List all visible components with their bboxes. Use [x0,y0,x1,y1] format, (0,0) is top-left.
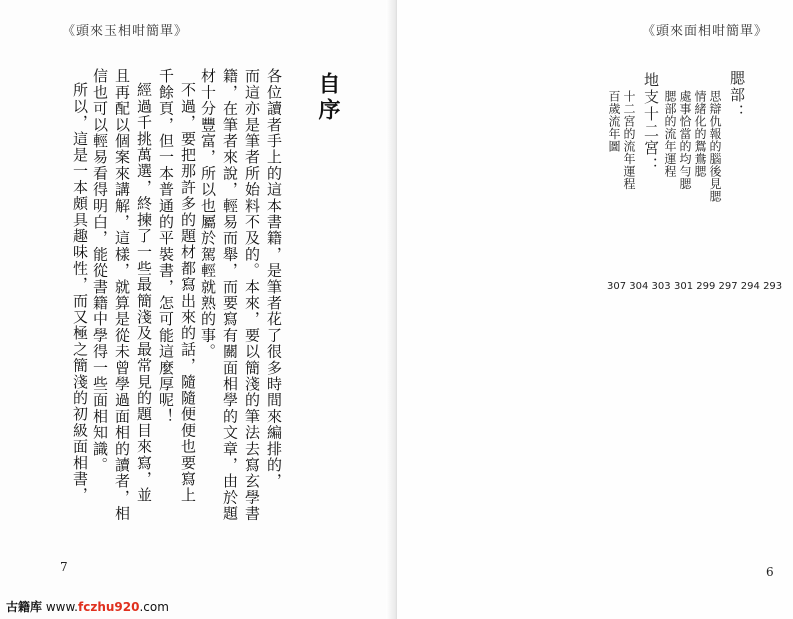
toc-heading-cheek: 腮部： [728,70,746,121]
preface-line-3: 籍，在筆者來說，輕易而舉，而要寫有關面相學的文章，由於題 [221,68,239,522]
site-watermark [6,598,169,615]
toc-page-numbers-branches: 307 304 303 [607,281,671,292]
toc-item-branches-1: 十二宮的流年運程 [622,90,636,190]
right-page [397,0,793,619]
watermark-url-prefix: www. [45,600,78,614]
preface-title: 自序 [315,72,340,124]
preface-line-4: 材十分豐富，所以也屬於駕輕就熟的事。 [199,68,217,360]
preface-line-5: 不過，要把那許多的題材都寫出來的話，隨隨便便也要寫上 [179,82,197,504]
watermark-url-accent: fczhu920 [78,600,140,614]
preface-line-9: 信也可以輕易看得明白，能從書籍中學得一些面相知識。 [91,68,109,473]
watermark-brand: 古籍库 [6,600,43,614]
preface-line-2: 而這亦是筆者所始料不及的。本來，要以簡淺的筆法去寫玄學書 [243,68,261,522]
left-page-number: 7 [60,560,68,574]
right-page-header: 《頭來面相咁簡單》 [642,24,769,39]
toc-page-numbers-cheek: 301 299 297 294 293 [674,281,783,292]
toc-heading-branches: 地支十二宮： [642,72,660,174]
toc-item-branches-2: 百歲流年圖 [607,90,621,153]
toc-item-cheek-3: 處事恰當的均勻腮 [678,90,692,190]
right-page-number: 6 [766,565,774,579]
toc-item-cheek-4: 腮部的流年運程 [663,90,677,178]
preface-line-10: 所以，這是一本頗具趣味性，而又極之簡淺的初級面相書， [71,82,89,504]
preface-line-7: 經過千挑萬選，終揀了一些最簡淺及最常見的題目來寫，並 [135,82,153,504]
preface-line-6: 千餘頁，但一本普通的平裝書，怎可能這麼厚呢！ [157,68,175,425]
preface-line-8: 且再配以個案來講解，這樣，就算是從未曾學過面相的讀者，相 [113,68,131,522]
toc-item-cheek-1: 思辯仇報的腦後見腮 [708,90,722,203]
left-page-header: 《頭來玉相咁簡單》 [62,24,189,39]
watermark-url-suffix: .com [139,600,169,614]
toc-item-cheek-2: 情緒化的鴛鴦腮 [693,90,707,178]
left-page [0,0,396,619]
preface-line-1: 各位讀者手上的這本書籍，是筆者花了很多時間來編排的， [265,68,283,490]
